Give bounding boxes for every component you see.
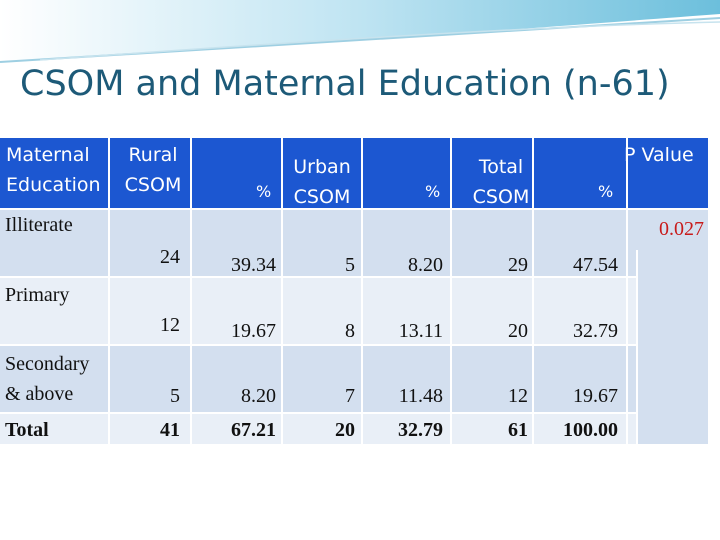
cell-p-value: 0.027 [659, 218, 704, 240]
decorative-banner [0, 0, 720, 70]
cell-rural-pct: 8.20 [241, 385, 276, 407]
header-urban-percent: % [425, 182, 441, 201]
cell-urban: 20 [335, 419, 355, 441]
row-label-illiterate: Illiterate [5, 214, 73, 236]
cell-total: 12 [508, 385, 528, 407]
cell-urban-pct: 8.20 [408, 254, 443, 276]
cell-urban-pct: 11.48 [398, 385, 443, 407]
cell-rural-pct: 19.67 [231, 320, 276, 342]
cell-urban: 5 [345, 254, 355, 276]
header-urban-csom: Urban CSOM [293, 156, 351, 208]
header-total-csom: Total CSOM [472, 156, 530, 208]
cell-total-pct: 32.79 [573, 320, 618, 342]
row-label-secondary: Secondary & above [5, 353, 90, 405]
header-maternal-education: Maternal Education [6, 144, 101, 196]
cell-total: 29 [508, 254, 528, 276]
cell-total-pct: 100.00 [563, 419, 618, 441]
grid-line [636, 250, 638, 444]
cell-rural: 41 [160, 419, 180, 441]
row-label-total: Total [5, 419, 49, 441]
cell-urban: 7 [345, 385, 355, 407]
cell-rural: 5 [170, 385, 180, 407]
cell-rural-pct: 39.34 [231, 254, 276, 276]
cell-urban-pct: 32.79 [398, 419, 443, 441]
cell-total-pct: 19.67 [573, 385, 618, 407]
p-value-column-bg [636, 250, 708, 444]
header-p-value: P Value [624, 144, 694, 166]
cell-total: 61 [508, 419, 528, 441]
cell-rural: 12 [160, 314, 180, 336]
cell-urban: 8 [345, 320, 355, 342]
header-rural-percent: % [256, 182, 272, 201]
cell-rural-pct: 67.21 [231, 419, 276, 441]
grid-line [0, 412, 636, 414]
cell-urban-pct: 13.11 [398, 320, 443, 342]
grid-line [626, 138, 628, 444]
cell-total: 20 [508, 320, 528, 342]
row-label-primary: Primary [5, 284, 70, 306]
cell-rural: 24 [160, 246, 180, 268]
cell-total-pct: 47.54 [573, 254, 618, 276]
page-title: CSOM and Maternal Education (n-61) [20, 64, 670, 104]
header-rural-csom: Rural CSOM [124, 144, 182, 196]
header-total-percent: % [598, 182, 614, 201]
